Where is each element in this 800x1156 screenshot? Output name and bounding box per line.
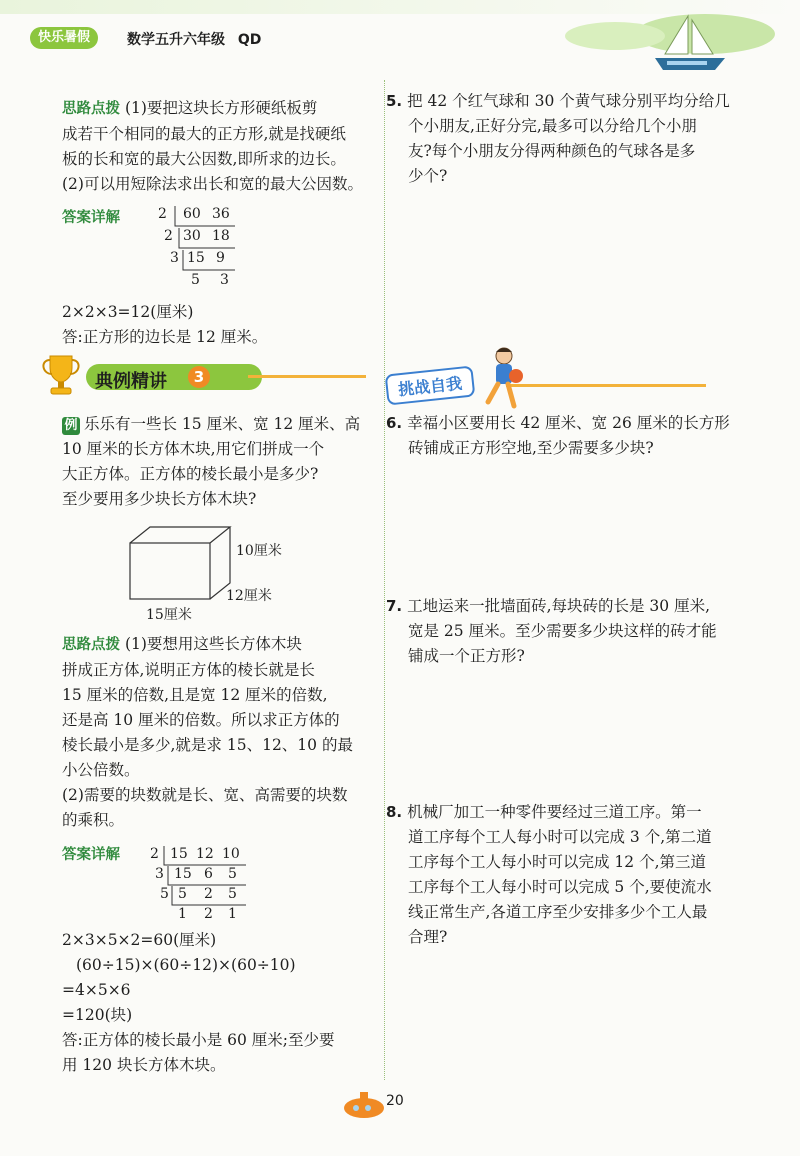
answer2-divisor-2: 3	[155, 866, 164, 882]
q7-line1	[386, 594, 776, 619]
example-line3: 大正方体。正方体的棱长最小是多少?	[62, 465, 319, 483]
cuboid-label-width: 12厘米	[226, 588, 272, 604]
q8-number: 8.	[386, 803, 403, 821]
answer2-cell: 15	[174, 866, 192, 882]
q5-line1	[386, 89, 776, 114]
answer2-divisor-3: 5	[160, 886, 169, 902]
answer2-divisor-1: 2	[150, 846, 159, 862]
answer2-division	[146, 846, 256, 926]
answer2-calc2: (60÷15)×(60÷12)×(60÷10)	[76, 956, 296, 974]
cuboid-label-length: 15厘米	[146, 607, 192, 623]
q8-line3: 工序每个工人每小时可以完成 12 个,第三道	[408, 853, 707, 871]
q7-number: 7.	[386, 597, 403, 615]
answer2-cell: 12	[196, 846, 214, 862]
hint2-tag: 思路点拨	[62, 637, 120, 653]
answer2-calc4: =120(块)	[62, 1006, 133, 1024]
answer2-cell: 10	[222, 846, 240, 862]
hint2-line7: (2)需要的块数就是长、宽、高需要的块数	[62, 786, 348, 804]
answer1-divisor-3: 3	[170, 250, 179, 266]
answer1-divisor-1: 2	[158, 206, 167, 222]
hint1-line2: 成若干个相同的最大的正方形,就是找硬纸	[62, 125, 346, 143]
header-badge: 快乐暑假	[30, 27, 98, 49]
answer1-cell: 36	[212, 206, 230, 222]
answer2-calc1: 2×3×5×2=60(厘米)	[62, 931, 217, 949]
hint2-line5: 棱长最小是多少,就是求 15、12、10 的最	[62, 736, 353, 754]
hint2-line4: 还是高 10 厘米的倍数。所以求正方体的	[62, 711, 340, 729]
example-line4: 至少要用多少块长方体木块?	[62, 490, 257, 508]
answer1-cell: 9	[216, 250, 225, 266]
q8-line1-text: 机械厂加工一种零件要经过三道工序。第一	[407, 803, 702, 821]
q6-line2: 砖铺成正方形空地,至少需要多少块?	[408, 439, 654, 457]
answer1-conclusion: 答:正方形的边长是 12 厘米。	[62, 328, 268, 346]
example-line2: 10 厘米的长方体木块,用它们拼成一个	[62, 440, 325, 458]
example-line1-text: 乐乐有一些长 15 厘米、宽 12 厘米、高	[84, 415, 361, 433]
column-divider	[384, 80, 385, 1080]
answer2-cell: 5	[228, 886, 237, 902]
header-edition: QD	[237, 32, 262, 48]
answer2-cell: 2	[204, 886, 213, 902]
answer2-cell: 2	[204, 906, 213, 922]
boat-illustration-icon	[555, 6, 775, 78]
q8-line6: 合理?	[408, 928, 448, 946]
answer2-conclusion1: 答:正方体的棱长最小是 60 厘米;至少要	[62, 1031, 335, 1049]
q7-line1-text: 工地运来一批墙面砖,每块砖的长是 30 厘米,	[407, 597, 711, 615]
q8-line4: 工序每个工人每小时可以完成 5 个,要使流水	[408, 878, 712, 896]
answer1-calc: 2×2×3=12(厘米)	[62, 303, 194, 321]
answer2-calc3: =4×5×6	[62, 981, 131, 999]
cuboid-label-height: 10厘米	[236, 543, 282, 559]
q6-line1-text: 幸福小区要用长 42 厘米、宽 26 厘米的长方形	[407, 414, 730, 432]
answer2-cell: 5	[178, 886, 187, 902]
header-subtitle	[127, 29, 261, 49]
trophy-icon	[36, 350, 86, 398]
q8-line5: 线正常生产,各道工序至少安排多少个工人最	[408, 903, 708, 921]
q7-line2: 宽是 25 厘米。至少需要多少块这样的砖才能	[408, 622, 717, 640]
question-8	[386, 800, 776, 950]
example-badge: 例	[62, 417, 80, 435]
hint2-line1-text: (1)要想用这些长方体木块	[124, 635, 302, 653]
question-7	[386, 594, 776, 669]
answer1-division-lines	[150, 204, 250, 294]
answer2-cell: 6	[204, 866, 213, 882]
answer2-conclusion2: 用 120 块长方体木块。	[62, 1056, 226, 1074]
answer2-cell: 1	[228, 906, 237, 922]
answer1-division	[150, 204, 250, 294]
hint2-line2: 拼成正方体,说明正方体的棱长就是长	[62, 661, 315, 679]
hint1-line1-text: (1)要把这块长方形硬纸板剪	[124, 99, 318, 117]
answer2-cell: 1	[178, 906, 187, 922]
q5-line2: 个小朋友,正好分完,最多可以分给几个小朋	[408, 117, 697, 135]
answer1-cell: 18	[212, 228, 230, 244]
q5-number: 5.	[386, 92, 403, 110]
hint1-block	[62, 96, 372, 197]
challenge-title: 挑战自我	[385, 365, 476, 405]
answer2-cell: 15	[170, 846, 188, 862]
answer1-divisor-2: 2	[164, 228, 173, 244]
answer2-calc-block	[62, 928, 372, 1078]
hint1-line3: 板的长和宽的最大公因数,即所求的边长。	[62, 150, 346, 168]
question-5	[386, 89, 776, 189]
q6-number: 6.	[386, 414, 403, 432]
hint1-line1	[62, 96, 372, 122]
hint2-line8: 的乘积。	[62, 811, 125, 829]
q5-line4: 少个?	[408, 167, 448, 185]
section-title: 典例精讲	[95, 371, 167, 392]
hint2-block	[62, 632, 372, 833]
answer2-cell: 5	[228, 866, 237, 882]
q7-line3: 铺成一个正方形?	[408, 647, 525, 665]
hint1-line4: (2)可以用短除法求出长和宽的最大公因数。	[62, 175, 363, 193]
submarine-icon	[340, 1086, 388, 1122]
q5-line3: 友?每个小朋友分得两种颜色的气球各是多	[408, 142, 696, 160]
q8-line2: 道工序每个工人每小时可以完成 3 个,第二道	[408, 828, 712, 846]
q6-line1	[386, 411, 776, 436]
question-6	[386, 411, 776, 461]
answer2-division-lines	[146, 846, 256, 926]
page-number: 20	[386, 1093, 404, 1109]
answer1-cell: 60	[183, 206, 201, 222]
hint2-line1	[62, 632, 372, 658]
running-boy-icon	[478, 346, 528, 412]
q5-line1-text: 把 42 个红气球和 30 个黄气球分别平均分给几	[407, 92, 730, 110]
answer1-tag: 答案详解	[62, 210, 120, 226]
example-line1	[62, 412, 372, 437]
answer1-cell: 15	[187, 250, 205, 266]
hint2-line6: 小公倍数。	[62, 761, 140, 779]
hint2-line3: 15 厘米的倍数,且是宽 12 厘米的倍数,	[62, 686, 328, 704]
header-subtitle-text: 数学五升六年级	[127, 32, 225, 48]
hint1-tag: 思路点拨	[62, 101, 120, 117]
q8-line1	[386, 800, 776, 825]
answer1-cell: 3	[220, 272, 229, 288]
answer2-tag: 答案详解	[62, 847, 120, 863]
answer1-cell: 30	[183, 228, 201, 244]
section-number: 3	[188, 366, 210, 388]
example-block	[62, 412, 372, 512]
answer1-cell: 5	[191, 272, 200, 288]
